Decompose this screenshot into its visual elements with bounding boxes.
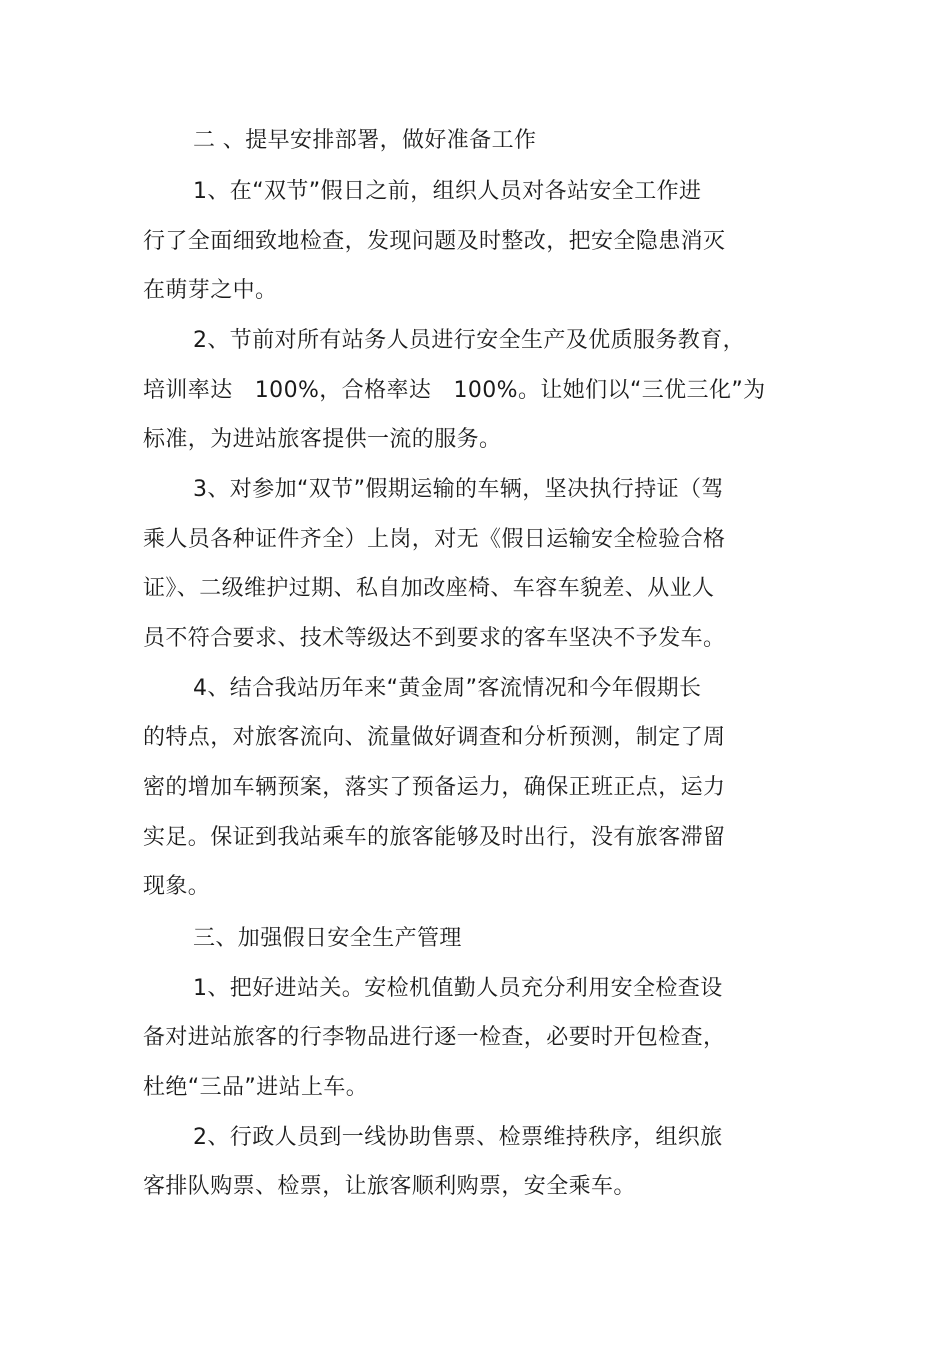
paragraph-line: 证》、二级维护过期、私自加改座椅、车容车貌差、从业人 xyxy=(143,576,715,601)
paragraph-line: 客排队购票、检票，让旅客顺利购票，安全乘车。 xyxy=(143,1174,636,1199)
paragraph-line: 乘人员各种证件齐全）上岗，对无《假日运输安全检验合格 xyxy=(143,527,726,552)
paragraph-line: 实足。保证到我站乘车的旅客能够及时出行，没有旅客滞留 xyxy=(143,825,726,850)
section-heading-2: 二 、提早安排部署，做好准备工作 xyxy=(193,128,537,153)
paragraph-line: 密的增加车辆预案，落实了预备运力，确保正班正点，运力 xyxy=(143,775,726,800)
paragraph-line: 1、在“双节”假日之前，组织人员对各站安全工作进 xyxy=(193,179,702,204)
paragraph-line: 在萌芽之中。 xyxy=(143,278,278,303)
paragraph-line: 员不符合要求、技术等级达不到要求的客车坚决不予发车。 xyxy=(143,626,726,651)
paragraph-line: 2、节前对所有站务人员进行安全生产及优质服务教育， xyxy=(193,328,745,353)
paragraph-line: 行了全面细致地检查，发现问题及时整改，把安全隐患消灭 xyxy=(143,229,726,254)
paragraph-line: 1、把好进站关。安检机值勤人员充分利用安全检查设 xyxy=(193,976,723,1001)
section-heading-3: 三、加强假日安全生产管理 xyxy=(193,926,462,951)
paragraph-line: 标准，为进站旅客提供一流的服务。 xyxy=(143,427,502,452)
paragraph-line: 2、行政人员到一线协助售票、检票维持秩序，组织旅 xyxy=(193,1125,723,1150)
paragraph-line: 4、结合我站历年来“黄金周”客流情况和今年假期长 xyxy=(193,676,702,701)
paragraph-line: 3、对参加“双节”假期运输的车辆，坚决执行持证（驾 xyxy=(193,477,724,502)
paragraph-line: 杜绝“三品”进站上车。 xyxy=(143,1075,369,1100)
paragraph-line: 的特点，对旅客流向、流量做好调查和分析预测，制定了周 xyxy=(143,725,726,750)
paragraph-line: 培训率达 100%，合格率达 100%。让她们以“三优三化”为 xyxy=(143,378,766,403)
paragraph-line: 备对进站旅客的行李物品进行逐一检查，必要时开包检查， xyxy=(143,1025,726,1050)
paragraph-line: 现象。 xyxy=(143,874,211,899)
